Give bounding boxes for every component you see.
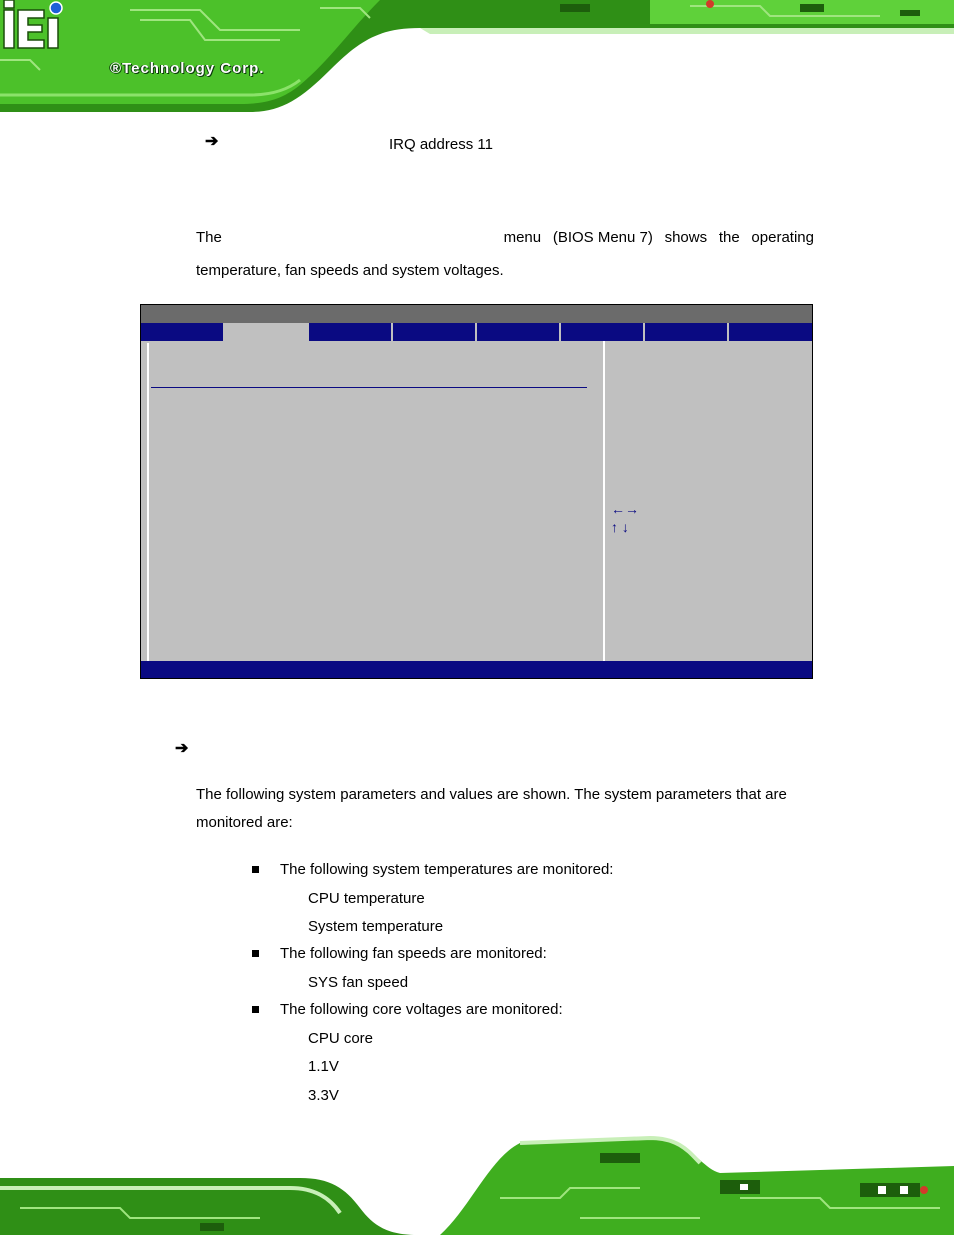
bios-tab (477, 323, 561, 341)
page-footer-banner (0, 1128, 954, 1235)
iei-logo (0, 0, 70, 52)
section-paragraph-line2: monitored are: (196, 814, 293, 831)
sub-item: 3.3V (308, 1087, 339, 1104)
intro-paragraph-line1 (196, 229, 814, 246)
square-bullet-icon (252, 950, 259, 957)
square-bullet-icon (252, 1006, 259, 1013)
left-right-arrows-icon: ←→ (611, 501, 639, 517)
sub-item: 1.1V (308, 1058, 339, 1075)
intro-word: (BIOS Menu 7) (552, 229, 653, 246)
bios-separator (151, 387, 587, 388)
bullet-text: The following system temperatures are monitored: (280, 861, 614, 878)
bios-status-bar (141, 661, 812, 678)
bios-tab (561, 323, 645, 341)
company-name: ®Technology Corp. (110, 60, 265, 77)
up-down-arrows-icon: ↑ ↓ (611, 519, 629, 535)
intro-word: the (718, 229, 740, 246)
square-bullet-icon (252, 866, 259, 873)
irq-line: IRQ address 11 (389, 136, 493, 153)
intro-word: shows (664, 229, 708, 246)
sub-item: CPU core (308, 1030, 374, 1047)
pcb-header-graphic (0, 0, 954, 112)
sub-item: CPU temperature (308, 890, 425, 907)
arrow-bullet-icon: ➔ (205, 133, 219, 150)
arrow-bullet-icon: ➔ (175, 740, 189, 757)
bios-main-panel (147, 343, 605, 661)
section-paragraph-line1: The following system parameters and values are shown. The system parameters that are (196, 786, 787, 803)
intro-paragraph-line2: temperature, fan speeds and system voltages. (196, 262, 504, 279)
bios-tab (645, 323, 729, 341)
bios-tab (393, 323, 477, 341)
bios-tab (309, 323, 393, 341)
sub-item: SYS fan speed (308, 974, 409, 991)
intro-word: operating (751, 229, 814, 246)
bios-tab (141, 323, 225, 341)
bios-menu-screenshot (140, 304, 813, 679)
sub-item: System temperature (308, 918, 444, 935)
bios-panel-divider (603, 341, 605, 661)
bios-tab-active (225, 323, 309, 341)
bios-tab-bar (141, 323, 812, 341)
bios-title-bar (141, 305, 812, 323)
bios-help-panel (607, 343, 811, 661)
page-header-banner (0, 0, 954, 112)
pcb-footer-graphic (0, 1128, 954, 1235)
intro-word: The (196, 229, 222, 246)
bullet-text: The following core voltages are monitored: (280, 1001, 563, 1018)
bullet-text: The following fan speeds are monitored: (280, 945, 547, 962)
intro-word: menu (503, 229, 542, 246)
